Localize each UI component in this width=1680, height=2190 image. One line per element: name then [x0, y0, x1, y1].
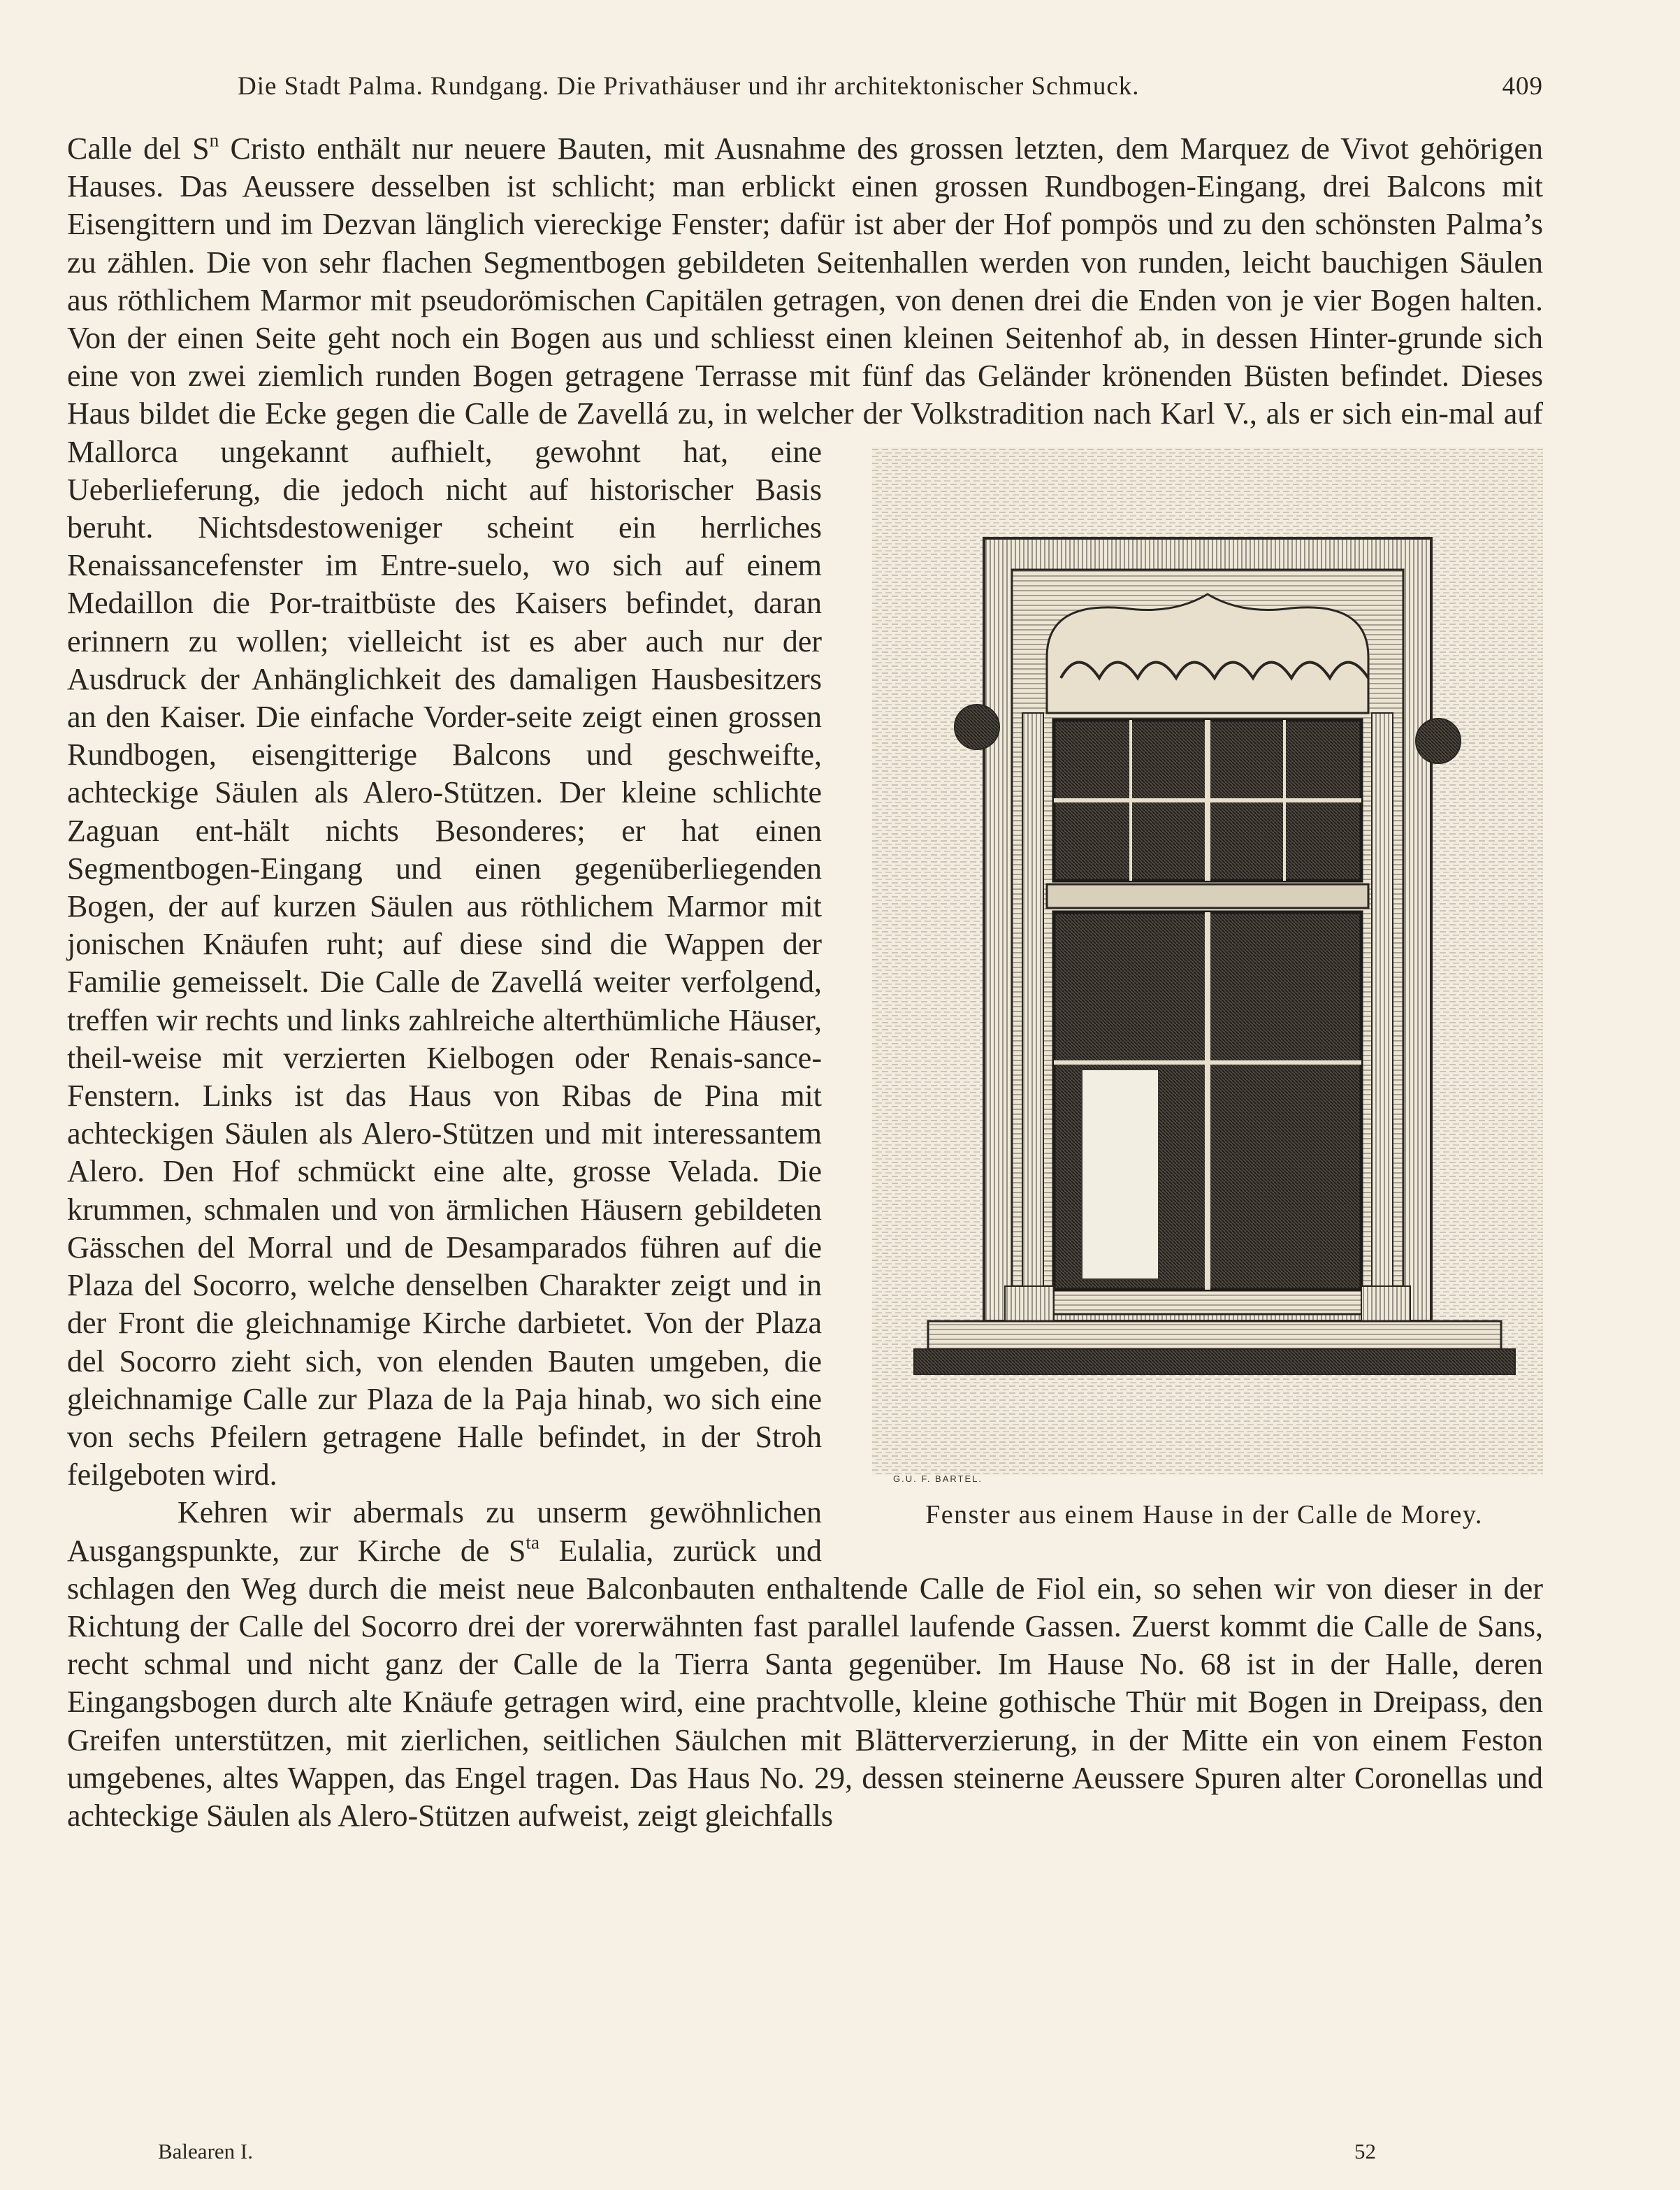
- left-column: [1022, 713, 1043, 1293]
- page-footer: [67, 2139, 1543, 2170]
- sill-moulding: [914, 1349, 1515, 1374]
- page-number: 409: [1502, 72, 1543, 101]
- right-capital-carving: [1416, 719, 1461, 763]
- ogee-arch: [1047, 594, 1368, 713]
- superscript-n: n: [209, 129, 219, 151]
- paragraph-2-lead: Kehren wir abermals zu unserm gewöhnlichen Ausgangspunkte, zur Kirche de S: [67, 1495, 822, 1568]
- signature-title: Balearen I.: [158, 2139, 253, 2163]
- figure-caption: Fenster aus einem Hause in der Calle de Morey.: [925, 1499, 1483, 1529]
- right-column: [1372, 713, 1393, 1293]
- superscript-ta: ta: [526, 1531, 540, 1553]
- transom-bar: [1047, 884, 1368, 908]
- running-header: [67, 71, 1543, 106]
- paragraph-1-wrapped-text: der Volkstradition nach Karl V., als er sich ein-mal auf Mallorca ungekannt aufhielt, gewohnt hat, eine Ueberlieferung, die jedoch nicht auf historischer Basis beruht. Nichtsdestoweniger scheint ein herrliches Renaissancefenster im Entre-suelo, wo sich auf einem Medaillon die Por-traitbüste des Kaisers befindet, daran erinnern zu wollen; vielleicht ist es aber auch nur der Ausdruck der Anhänglichkeit des damaligen Hausbesitzers an den Kaiser. Die einfache Vorder-seite zeigt einen grossen Rundbogen, eisengitterige Balcons und geschweifte, achteckige Säulen als Alero-Stützen. Der kleine schlichte Zaguan ent-hält nichts Besonderes; er hat einen Segmentbogen-Eingang und einen gegenüberliegenden Bogen, der auf kurzen Säulen aus röthlichem Marmor mit jonischen Knäufen ruht; auf diese sind die Wappen der Familie gemeisselt. Die Calle de Zavellá weiter verfolgend, treffen wir rechts und links zahlreiche alterthümliche Häuser, theil-weise mit verzierten Kielbogen oder Renais-sance-Fenstern. Links ist das Haus von Ribas de Pina mit achteckigen Säulen als Alero-Stützen und mit interessantem Alero. Den Hof schmückt eine alte, grosse Velada. Die krummen, schmalen und von ärmlichen Häusern gebildeten Gässchen del Morral und de Desamparados führen auf die Plaza del Socorro, welche denselben Charakter zeigt und in der Front die gleichnamige Kirche darbietet. Von der Plaza del Socorro zieht sich, von elenden Bauten umgeben, die gleichnamige Calle zur Plaza de la Paja hinab, wo sich eine von sechs Pfeilern getragene Halle befindet, in der Stroh feilgeboten wird.: [67, 396, 1543, 1492]
- body-text: [67, 130, 1543, 1835]
- window-sill: [928, 1321, 1501, 1349]
- paragraph-1-intro: Cristo enthält nur neuere Bauten, mit Ausnahme des grossen letzten, dem Marquez de Vivot gehörigen Hauses. Das Aeussere desselben ist schlicht; man erblickt einen grossen Rundbogen-Eingang, drei Balcons mit Eisengittern und im Dezvan länglich viereckige Fenster; dafür ist aber der Hof pompös und zu den schönsten Palma’s zu zählen. Die von sehr flachen Segmentbogen gebildeten Seitenhallen werden von runden, leicht bauchigen Säulen aus röthlichem Marmor mit pseudorömischen Capitälen getragen, von denen drei die Enden von je vier Bogen halten. Von der einen Seite geht noch ein Bogen aus und schliesst einen kleinen Seitenhof ab, in dessen Hinter-grunde sich eine von zwei ziemlich runden Bogen getragene Terrasse mit fünf das Geländer krönenden Büsten befindet. Dieses Haus bildet die Ecke gegen die Calle de Zavellá zu, in welcher: [67, 131, 1543, 431]
- gothic-window-engraving: [872, 447, 1543, 1490]
- paragraph-2: [67, 1494, 1543, 1835]
- running-title: Die Stadt Palma. Rundgang. Die Privathäuser und ihr architektonischer Schmuck.: [238, 72, 1140, 101]
- paragraph-2-text: Eulalia, zurück und schlagen den Weg durch die meist neue Balconbauten enthaltende Calle de Fiol ein, so sehen wir von dieser in der Richtung der Calle del Socorro drei der vorerwähnten fast parallel laufende Gassen. Zuerst kommt die Calle de Sans, recht schmal und nicht ganz der Calle de la Tierra Santa gegenüber. Im Hause No. 68 ist in der Halle, deren Eingangsbogen durch alte Knäufe getragen wird, eine prachtvolle, kleine gothische Thür mit Bogen in Dreipass, den Greifen unterstützen, mit zierlichen, seitlichen Säulchen mit Blätterverzierung, in der Mitte ein von einem Feston umgebenes, altes Wappen, das Engel tragen. Das Haus No. 29, dessen steinerne Aeussere Spuren alter Coronellas und achteckige Säulen als Alero-Stützen aufweist, zeigt gleichfalls: [67, 1533, 1543, 1833]
- artist-signature: G.U. F. BARTEL.: [893, 1473, 983, 1484]
- paragraph-1-lead: Calle del S: [67, 131, 210, 166]
- left-capital-carving: [955, 705, 999, 749]
- open-pane-light: [1082, 1069, 1159, 1279]
- window-illustration: [865, 447, 1543, 1545]
- signature-number: 52: [1354, 2139, 1376, 2163]
- paragraph-1: [67, 129, 1543, 1529]
